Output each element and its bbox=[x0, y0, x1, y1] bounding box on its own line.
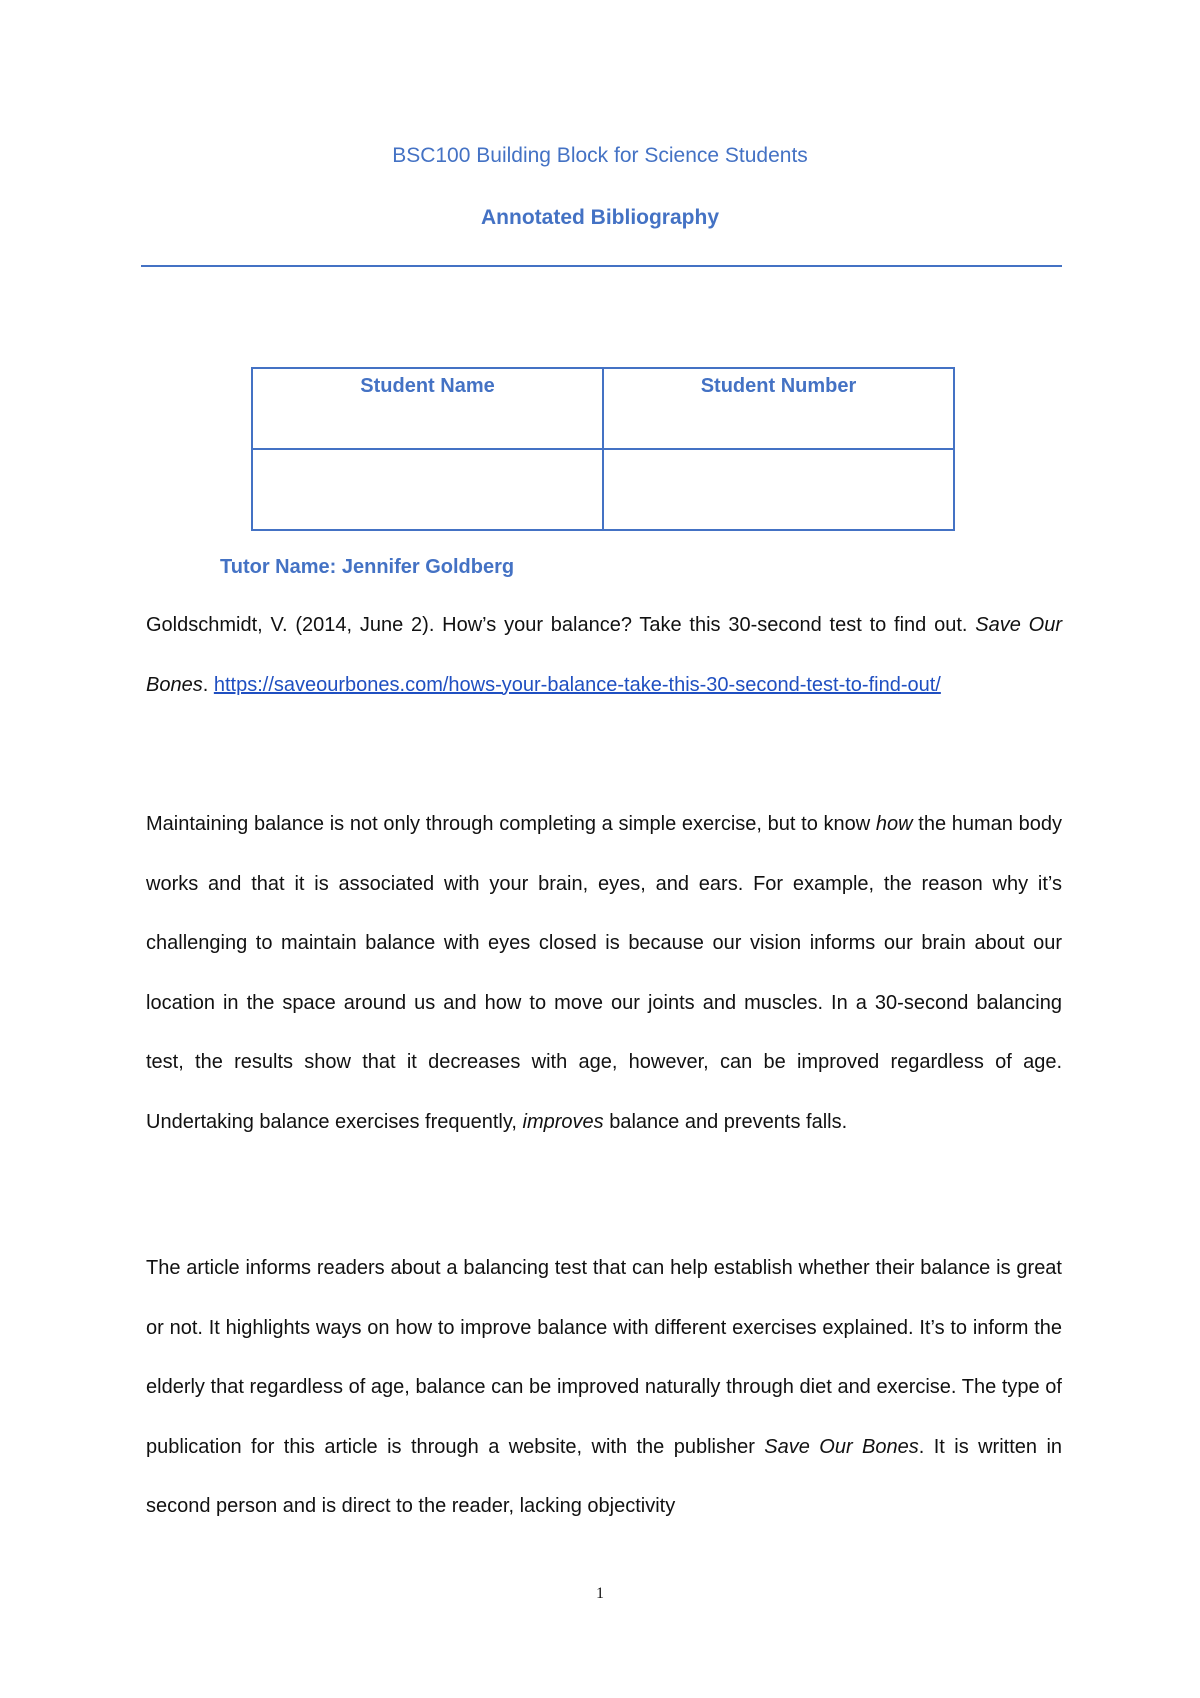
paragraph2-text-b: . It is written in second person and is direct to the reader, lacking objectivity bbox=[146, 1435, 1063, 1517]
course-title: BSC100 Building Block for Science Students bbox=[392, 144, 808, 167]
paragraph1-emphasis-improves: improves bbox=[522, 1110, 604, 1133]
student-number-header-cell bbox=[603, 368, 954, 449]
reference-link[interactable]: https://saveourbones.com/hows-your-balance-take-this-30-second-test-to-find-out/ bbox=[213, 673, 941, 696]
paragraph1-text-a: Maintaining balance is not only through completing a simple exercise, but to know bbox=[146, 813, 871, 835]
summary-paragraph bbox=[146, 795, 1062, 1152]
student-number-header: Student Number bbox=[700, 375, 857, 397]
table-header-row bbox=[252, 368, 954, 449]
document-title: Annotated Bibliography bbox=[481, 206, 719, 229]
student-name-header-cell bbox=[252, 368, 603, 449]
paragraph2-text-a: The article informs readers about a balancing test that can help establish whether their balance is great or not. It highlights ways on how to improve balance with different exercises explained. It’s to inform the elderly that regardless of age, balance can be improved naturally through diet and exercise. The type of publication for this article is through a website, with the publisher bbox=[146, 1257, 1062, 1458]
paragraph1-emphasis-how: how bbox=[875, 813, 913, 835]
tutor-name: Tutor Name: Jennifer Goldberg bbox=[220, 556, 515, 578]
publisher-name: Save Our Bones bbox=[146, 614, 1063, 696]
paragraph1-text-c: balance and prevents falls. bbox=[609, 1110, 848, 1133]
evaluation-paragraph bbox=[146, 1239, 1062, 1537]
citation-text: Goldschmidt, V. (2014, June 2). How’s your balance? Take this 30-second test to find out. bbox=[146, 614, 968, 636]
paragraph1-text-b: the human body works and that it is associated with your brain, eyes, and ears. For example, the reason why it’s challenging to maintain balance with eyes closed is because our vision informs our brain about our location in the space around us and how to move our joints and muscles. In a 30-second balancing test, the results show that it decreases with age, however, can be improved regardless of age. Undertaking balance exercises frequently, bbox=[146, 813, 1062, 1133]
student-name-header: Student Name bbox=[360, 375, 495, 397]
student-number-cell[interactable] bbox=[603, 449, 954, 530]
table-row bbox=[252, 449, 954, 530]
header-divider bbox=[141, 265, 1062, 267]
page-number: 1 bbox=[596, 1585, 604, 1602]
citation-punctuation: . bbox=[202, 673, 209, 696]
paragraph2-publisher-name: Save Our Bones bbox=[764, 1435, 919, 1458]
student-name-cell[interactable] bbox=[252, 449, 603, 530]
reference-entry bbox=[146, 596, 1062, 715]
student-info-table bbox=[251, 367, 955, 531]
